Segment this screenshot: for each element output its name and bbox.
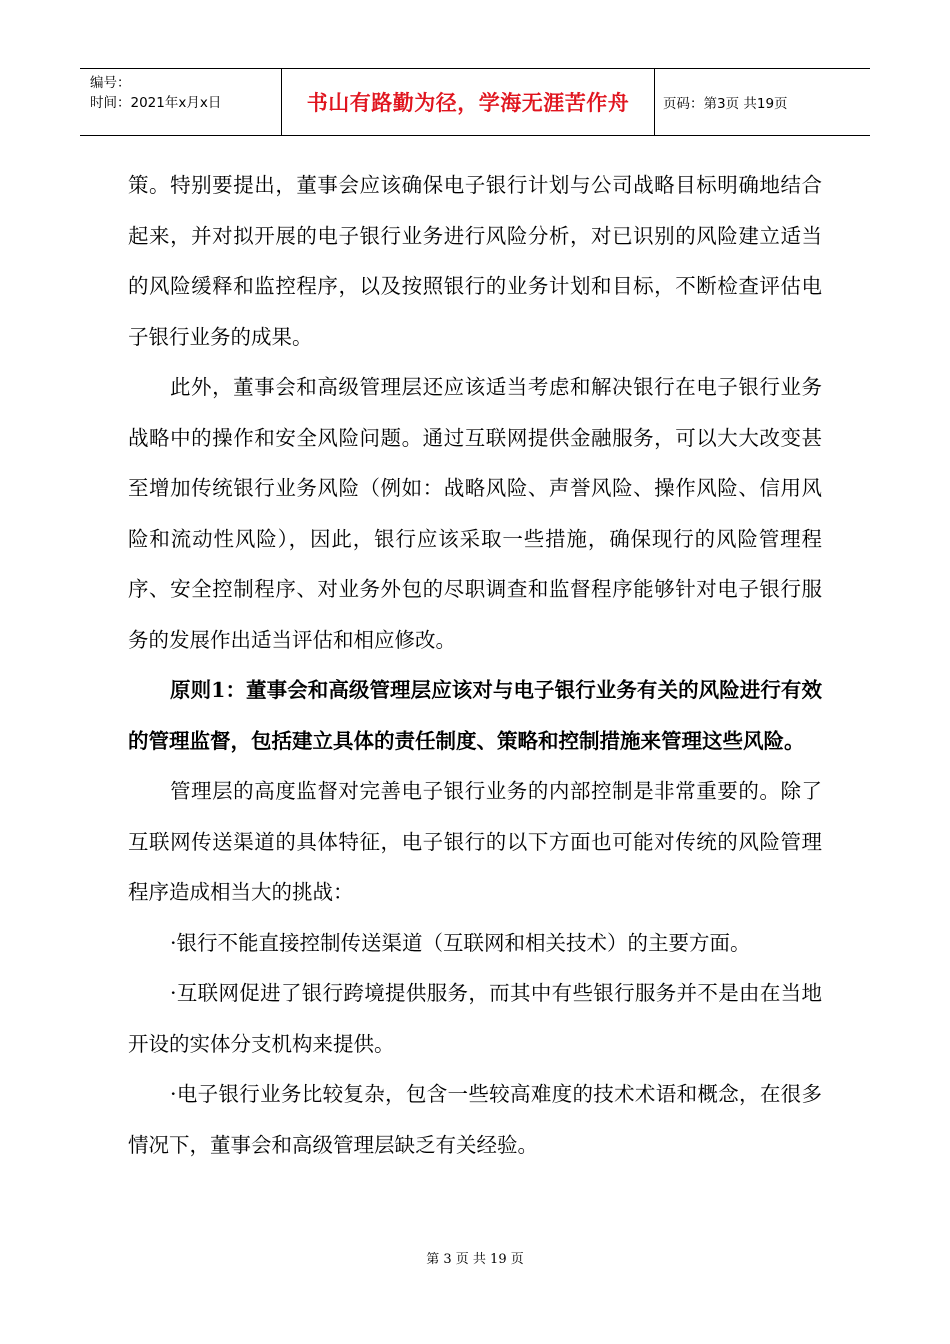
number-label: 编号：	[90, 75, 131, 91]
bullet-item: ·互联网促进了银行跨境提供服务，而其中有些银行服务并不是由在当地开设的实体分支机构来提供。	[128, 981, 822, 1056]
page-info: 页码：第3页 共19页	[663, 96, 788, 112]
bullet-item: ·银行不能直接控制传送渠道（互联网和相关技术）的主要方面。	[170, 930, 751, 955]
paragraph: 此外，董事会和高级管理层还应该适当考虑和解决银行在电子银行业务战略中的操作和安全风险问题。通过互联网提供金融服务，可以大大改变甚至增加传统银行业务风险（例如：战略风险、声誉风险、操作风险、信用风险和流动性风险），因此，银行应该采取一些措施，确保现行的风险管理程序、安全控制程序、对业务外包的尽职调查和监督程序能够针对电子银行服务的发展作出适当评估和相应修改。	[128, 375, 822, 652]
paragraph: 策。特别要提出，董事会应该确保电子银行计划与公司战略目标明确地结合起来，并对拟开展的电子银行业务进行风险分析，对已识别的风险建立适当的风险缓释和监控程序，以及按照银行的业务计划和目标，不断检查评估电子银行业务的成果。	[128, 173, 822, 349]
header-motto-cell	[282, 69, 655, 135]
principle-heading: 原则1：董事会和高级管理层应该对与电子银行业务有关的风险进行有效的管理监督，包括建立具体的责任制度、策略和控制措施来管理这些风险。	[128, 678, 822, 753]
bullet-item: ·电子银行业务比较复杂，包含一些较高难度的技术术语和概念，在很多情况下，董事会和高级管理层缺乏有关经验。	[128, 1082, 822, 1157]
document-body	[128, 160, 822, 1170]
motto-text: 书山有路勤为径，学海无涯苦作舟	[306, 91, 630, 115]
paragraph: 管理层的高度监督对完善电子银行业务的内部控制是非常重要的。除了互联网传送渠道的具体特征，电子银行的以下方面也可能对传统的风险管理程序造成相当大的挑战：	[128, 779, 822, 904]
page-footer: 第 3 页 共 19 页	[426, 1252, 524, 1267]
header-meta-cell	[80, 69, 282, 135]
page-header	[80, 68, 870, 136]
time-label: 时间：2021年x月x日	[90, 95, 222, 111]
header-page-cell	[655, 69, 870, 135]
